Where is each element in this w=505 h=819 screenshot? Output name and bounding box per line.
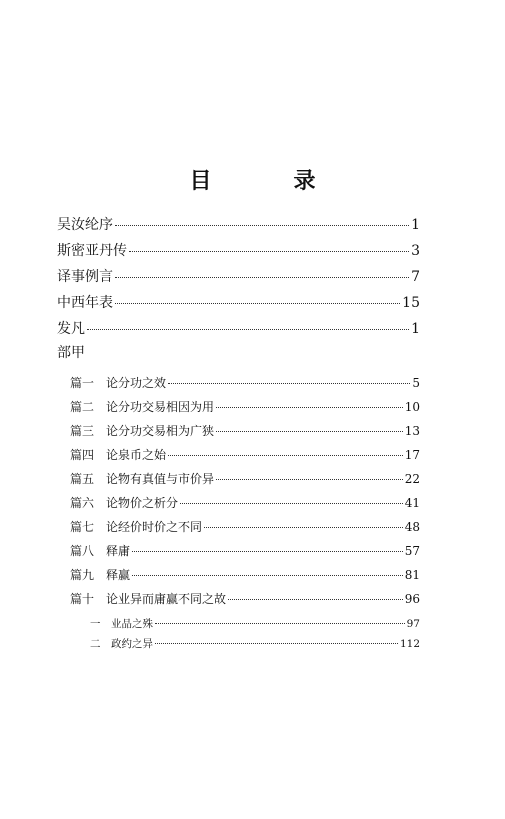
dot-leader <box>168 455 403 456</box>
toc-entry-page: 1 <box>411 217 420 233</box>
toc-entry-label: 篇十 论业异而庸赢不同之故 <box>70 592 227 606</box>
toc-entry-label: 二 政约之异 <box>90 638 153 650</box>
dot-leader <box>168 383 410 384</box>
dot-leader <box>204 527 403 528</box>
toc-chapter <box>70 470 420 487</box>
toc-entry-label: 篇四 论泉币之始 <box>70 448 167 462</box>
dot-leader <box>228 599 403 600</box>
part-heading: 部甲 <box>57 345 85 361</box>
toc-entry-label: 篇七 论经价时价之不同 <box>70 520 203 534</box>
toc-entry <box>57 266 420 286</box>
dot-leader <box>132 551 403 552</box>
dot-leader <box>155 623 405 624</box>
toc-chapter <box>70 398 420 415</box>
toc-entry-label: 篇二 论分功交易相因为用 <box>70 400 215 414</box>
toc-chapter <box>70 422 420 439</box>
toc-subsection <box>90 616 420 631</box>
toc-entry-label: 吴汝纶序 <box>57 217 113 233</box>
toc-entry-page: 97 <box>406 618 420 630</box>
dot-leader <box>216 431 403 432</box>
toc-entry-page: 57 <box>404 544 420 558</box>
toc-entry-page: 17 <box>404 448 420 462</box>
toc-chapter <box>70 446 420 463</box>
dot-leader <box>129 251 409 252</box>
toc-entry-label: 篇九 释赢 <box>70 568 131 582</box>
toc-chapter <box>70 590 420 607</box>
toc-entry-label: 篇三 论分功交易相为广狭 <box>70 424 215 438</box>
toc-chapter <box>70 542 420 559</box>
dot-leader <box>216 407 403 408</box>
toc-entry-label: 篇八 释庸 <box>70 544 131 558</box>
page-title: 目 录 <box>189 168 346 194</box>
dot-leader <box>132 575 403 576</box>
toc-entry-label: 篇六 论物价之析分 <box>70 496 179 510</box>
toc-entry-page: 3 <box>411 243 420 259</box>
toc-chapter <box>70 494 420 511</box>
toc-entry-page: 48 <box>404 520 420 534</box>
toc-chapter <box>70 374 420 391</box>
toc-entry-page: 15 <box>402 295 420 311</box>
toc-chapter <box>70 566 420 583</box>
toc-entry-label: 发凡 <box>57 321 85 337</box>
dot-leader <box>87 329 409 330</box>
toc-entry-page: 41 <box>404 496 420 510</box>
toc-entry-page: 96 <box>404 592 420 606</box>
toc-entry-page: 1 <box>411 321 420 337</box>
toc-entry-label: 篇五 论物有真值与市价异 <box>70 472 215 486</box>
toc-entry-label: 斯密亚丹传 <box>57 243 127 259</box>
toc-subsection <box>90 636 420 651</box>
toc-entry-page: 112 <box>399 638 420 650</box>
toc-entry-label: 译事例言 <box>57 269 113 285</box>
toc-entry <box>57 240 420 260</box>
toc-entry-label: 篇一 论分功之效 <box>70 376 167 390</box>
dot-leader <box>180 503 403 504</box>
toc-entry-page: 13 <box>404 424 420 438</box>
toc-entry-label: 中西年表 <box>57 295 113 311</box>
dot-leader <box>115 277 409 278</box>
toc-entry-page: 7 <box>411 269 420 285</box>
toc-chapter <box>70 518 420 535</box>
toc-entry-label: 一 业品之殊 <box>90 618 153 630</box>
toc-entry-page: 5 <box>412 376 420 390</box>
toc-entry-page: 81 <box>404 568 420 582</box>
dot-leader <box>115 225 409 226</box>
toc-entry <box>57 318 420 338</box>
toc-entry <box>57 292 420 312</box>
dot-leader <box>155 643 398 644</box>
toc-entry-page: 10 <box>404 400 420 414</box>
dot-leader <box>115 303 400 304</box>
toc-entry <box>57 214 420 234</box>
toc-entry-page: 22 <box>404 472 420 486</box>
dot-leader <box>216 479 403 480</box>
